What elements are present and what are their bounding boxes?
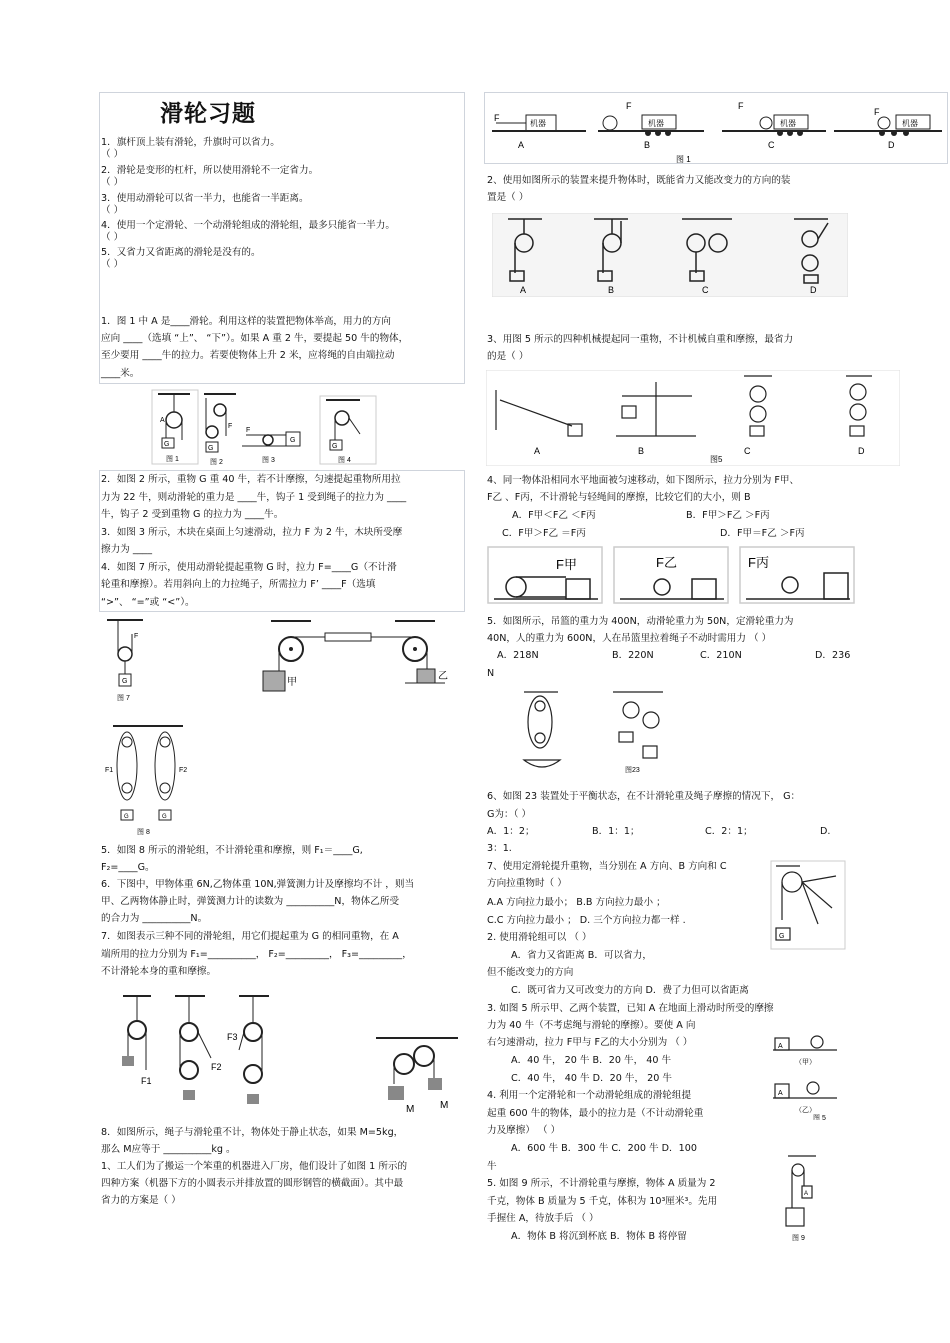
figures-1-to-4: [150, 388, 380, 468]
text-line: 千克，物体 B 质量为 5 千克，体积为 10³厘米³。先用: [487, 1196, 718, 1207]
fig3-g-label: G: [290, 437, 296, 444]
text-line: 的合力为 __________N。: [101, 913, 208, 924]
fig1-a-label: A: [160, 417, 165, 424]
fig8-m2-label: M: [440, 1100, 449, 1111]
fig8-g1-label: G: [124, 814, 129, 820]
figure-5-jia-yi: [765, 1020, 845, 1120]
text-line: 甲、乙两物体静止时，弹簧测力计的读数为 __________N，物体乙所受: [101, 896, 400, 907]
text-line: 4．如图 7 所示，使用动滑轮提起重物 G 时，拉力 F=____G（不计滑: [101, 562, 397, 573]
text-line: 方向拉重物时（ ）: [487, 878, 567, 889]
text-line: C.C 方向拉力最小 ； D. 三个方向拉力都一样 .: [487, 915, 686, 926]
sys3-f3-label: F3: [227, 1032, 238, 1042]
text-line: （ ）: [101, 149, 124, 160]
figure-9: [784, 1152, 820, 1244]
fig8-f1-label: F1: [105, 767, 114, 774]
text-line: （ ）: [101, 232, 124, 243]
text-line: 2、使用如图所示的装置来提升物体时，既能省力又能改变力的方向的装: [487, 175, 791, 186]
text-line: 牛，钩子 2 受到重物 G 的拉力为 ____牛。: [101, 509, 284, 520]
text-line: 右匀速滑动，拉力 F甲与 F乙的大小分别为 （ ）: [487, 1037, 693, 1048]
f-yi-label: F乙: [656, 555, 677, 570]
text-line: 4. 利用一个定滑轮和一个动滑轮组成的滑轮组提: [487, 1090, 692, 1101]
machine-a-letter: A: [518, 140, 525, 150]
text-line: 起重 600 牛的物体，最小的拉力是（不计动滑轮重: [487, 1108, 704, 1119]
fig5jy-yi-label: （乙）: [795, 1107, 816, 1114]
sys2-f2-label: F2: [211, 1062, 222, 1072]
text-line: 5．如图 8 所示的滑轮组，不计滑轮重和摩擦，则 F₁＝____G,: [101, 845, 363, 856]
text-line: 省力的方案是（ ）: [101, 1195, 181, 1206]
text-line: 的是（ ）: [487, 351, 529, 362]
text-line: 3．使用动滑轮可以省一半力，也能省一半距离。: [101, 193, 309, 204]
fig8-g2-label: G: [162, 814, 167, 820]
text-line: （ ）: [101, 177, 124, 188]
fig3-f-label: F: [246, 427, 251, 434]
text-line: 5．又省力又省距离的滑轮是没有的。: [101, 247, 261, 258]
text-line: A．F甲＜F乙 ＜F丙: [512, 510, 596, 521]
text-line: D．236: [815, 650, 851, 661]
text-line: C．40 牛， 40 牛 D．20 牛， 20 牛: [511, 1073, 673, 1084]
text-line: 3. 如图 5 所示甲、乙两个装置，已知 A 在地面上滑动时所受的摩擦: [487, 1003, 774, 1014]
figure-1-machines: [486, 93, 946, 165]
machine-b-letter: B: [644, 140, 651, 150]
text-line: A．600 牛 B．300 牛 C．200 牛 D．100: [511, 1143, 697, 1154]
dir-g-label: G: [779, 933, 785, 940]
text-line: 力为 22 牛，则动滑轮的重力是 ____牛，钩子 1 受到绳子的拉力为 ____: [101, 492, 407, 503]
text-line: 6．下图中，甲物体重 6N,乙物体重 10N,弹簧测力计及摩擦均不计 ，则当: [101, 879, 415, 890]
fig6-yi-label: 乙: [438, 671, 448, 682]
text-line: A．218N: [497, 650, 539, 661]
machine-c-label: 机器: [780, 119, 796, 128]
text-line: （ ）: [101, 259, 124, 270]
fig23-caption: 图23: [625, 767, 640, 774]
machine-b-f: F: [626, 101, 632, 111]
text-line: C．210N: [700, 650, 742, 661]
fig5-opt-d: D: [858, 446, 865, 456]
text-line: 8．如图所示，绳子与滑轮重不计，物体处于静止状态，如果 M=5kg，: [101, 1127, 404, 1138]
text-line: 置是（ ）: [487, 192, 529, 203]
text-line: 但不能改变力的方向: [487, 967, 574, 978]
text-line: ____米。: [101, 368, 140, 379]
text-line: D．F甲＝F乙 ＞F丙: [720, 528, 805, 539]
machine-a-label: 机器: [530, 119, 546, 128]
text-line: 四种方案（机器下方的小圆表示并排放置的圆形钢管的横截面）。其中最: [101, 1178, 404, 1189]
text-line: C．既可省力又可改变力的方向 D．费了力但可以省距离: [511, 985, 749, 996]
pulley-opt-b: B: [608, 285, 615, 295]
friction-pulley-figure: [486, 545, 858, 607]
text-line: F₂=____G。: [101, 862, 155, 873]
fig5jy-caption: 图 5: [813, 1115, 826, 1120]
text-line: 7、使用定滑轮提升重物，当分别在 A 方向、B 方向和 C: [487, 861, 727, 872]
machine-d-f: F: [874, 107, 880, 117]
spring-balance-figure: [255, 613, 465, 713]
text-line: 1．旗杆顶上装有滑轮，升旗时可以省力。: [101, 137, 280, 148]
fig3-caption: 图 3: [262, 457, 275, 464]
fig6-jia-label: 甲: [287, 677, 297, 688]
text-line: 3：1.: [487, 843, 512, 854]
fig4-g-label: G: [332, 443, 338, 450]
text-line: 擦力为 ____: [101, 544, 153, 555]
pulley-opt-c: C: [702, 285, 709, 295]
fixed-pulley-directions: [770, 860, 846, 950]
fig2-g-label: G: [208, 445, 214, 452]
text-line: 手握住 A，待放手后 （ ）: [487, 1213, 599, 1224]
text-line: D.: [820, 826, 831, 837]
fig1-g-label: G: [164, 441, 170, 448]
text-line: A．物体 B 将沉到杯底 B．物体 B 将停留: [511, 1231, 687, 1242]
text-line: G为：（ ）: [487, 809, 532, 820]
fig8-caption: 图 8: [137, 829, 150, 836]
text-line: B．220N: [612, 650, 654, 661]
text-line: A．省力又省距离 B．可以省力，: [511, 950, 652, 961]
figure-pulleys-abcd: [492, 213, 848, 297]
text-line: “>”、 “=”或 “<”）。: [101, 597, 195, 608]
fig7-g-label: G: [122, 678, 128, 685]
fig9-a-label: A: [804, 1191, 809, 1197]
machine-fig-caption: 图 1: [676, 155, 691, 164]
text-line: 5．如图所示，吊篮的重力为 400N，动滑轮重力为 50N，定滑轮重力为: [487, 616, 794, 627]
text-line: 4、同一物体沿相同水平地面被匀速移动，如下图所示，拉力分别为 F甲、: [487, 475, 800, 486]
text-line: 不计滑轮本身的重和摩擦。: [101, 966, 217, 977]
basket-figure: [518, 688, 566, 776]
fig4-caption: 图 4: [338, 457, 351, 464]
text-line: 轮重和摩擦）。若用斜向上的力拉绳子，所需拉力 F’ ____F（选填: [101, 579, 376, 590]
machine-d-label: 机器: [902, 119, 918, 128]
fig7-f-label: F: [134, 633, 139, 640]
text-line: 应向 ____（选填 “上”、 “下”）。如果 A 重 2 牛，要提起 50 牛的物体，: [101, 333, 409, 344]
mass-m-pulley-figure: [372, 1034, 462, 1114]
fig5-opt-a: A: [534, 446, 541, 456]
machine-c-letter: C: [768, 140, 775, 150]
figure-23: [609, 688, 667, 776]
fig5-opt-c: C: [744, 446, 751, 456]
sys1-f1-label: F1: [141, 1076, 152, 1086]
fig7-caption: 图 7: [117, 695, 130, 702]
machine-d-letter: D: [888, 140, 895, 150]
fig2-caption: 图 2: [210, 459, 223, 466]
text-line: 至少要用 ____牛的拉力。若要使物体上升 2 米，应将绳的自由端拉动: [101, 350, 395, 361]
three-pulley-systems: [115, 990, 275, 1112]
fig8-m1-label: M: [406, 1104, 415, 1114]
fig9-caption: 图 9: [792, 1235, 805, 1242]
text-line: 6、如图 23 装置处于平衡状态，在不计滑轮重及绳子摩擦的情况下， G：: [487, 791, 801, 802]
text-line: B．1：1；: [592, 826, 640, 837]
fig8-f2-label: F2: [179, 767, 188, 774]
text-line: F乙 、F丙，不计滑轮与轻绳间的摩擦，比较它们的大小，则 B: [487, 492, 751, 503]
text-line: A.A 方向拉力最小； B.B 方向拉力最小 ；: [487, 897, 666, 908]
text-line: 端所用的拉力分别为 F₁=__________， F₂=_________， F₃=_________，: [101, 949, 412, 960]
text-line: 4．使用一个定滑轮、一个动滑轮组成的滑轮组，最多只能省一半力。: [101, 220, 395, 231]
machine-c-f: F: [738, 101, 744, 111]
text-line: 牛: [487, 1161, 497, 1172]
text-line: 40N，人的重力为 600N，人在吊篮里拉着绳子不动时需用力 （ ）: [487, 633, 772, 644]
fig1-caption: 图 1: [166, 456, 179, 463]
text-line: 7．如图表示三种不同的滑轮组，用它们提起重为 G 的相同重物，在 A: [101, 931, 399, 942]
text-line: 力为 40 牛（不考虑绳与滑轮的摩擦）。要使 A 向: [487, 1020, 696, 1031]
text-line: 1、工人们为了搬运一个笨重的机器进入厂房，他们设计了如图 1 所示的: [101, 1161, 408, 1172]
fig5jy-jia-label: （甲）: [795, 1059, 816, 1066]
text-line: A．1：2；: [487, 826, 535, 837]
text-line: B．F甲＞F乙 ＞F丙: [686, 510, 770, 521]
fig5-opt-b: B: [638, 446, 645, 456]
machine-a-f: F: [494, 113, 500, 123]
text-line: A．40 牛， 20 牛 B．20 牛， 40 牛: [511, 1055, 672, 1066]
text-line: N: [487, 668, 495, 679]
figure-5-machines: [486, 370, 900, 466]
text-line: 3、用图 5 所示的四种机械提起同一重物，不计机械自重和摩擦，最省力: [487, 334, 794, 345]
pulley-opt-a: A: [520, 285, 527, 295]
text-line: 5. 如图 9 所示，不计滑轮重与摩擦，物体 A 质量为 2: [487, 1178, 716, 1189]
text-line: 2. 使用滑轮组可以 （ ）: [487, 932, 592, 943]
text-line: 2．滑轮是变形的杠杆，所以使用滑轮不一定省力。: [101, 165, 319, 176]
text-line: 那么 M应等于 __________kg 。: [101, 1144, 236, 1155]
fig5-caption: 图5: [710, 455, 723, 464]
fig5jy-a1-label: A: [778, 1043, 783, 1050]
machine-b-label: 机器: [648, 119, 664, 128]
text-line: 3．如图 3 所示，木块在桌面上匀速滑动，拉力 F 为 2 牛，木块所受摩: [101, 527, 403, 538]
fig2-f-label: F: [228, 423, 233, 430]
text-line: C．2：1；: [705, 826, 753, 837]
page-title: 滑轮习题: [160, 100, 256, 127]
figure-7: [103, 612, 153, 716]
f-jia-label: F甲: [556, 557, 577, 572]
pulley-opt-d: D: [810, 285, 817, 295]
text-line: C．F甲＞F乙 ＝F丙: [502, 528, 586, 539]
text-line: 2．如图 2 所示，重物 G 重 40 牛，若不计摩擦，匀速提起重物所用拉: [101, 474, 401, 485]
text-line: （ ）: [101, 205, 124, 216]
fig5jy-a2-label: A: [778, 1090, 783, 1097]
text-line: 1．图 1 中 A 是____滑轮。利用这样的装置把物体举高，用力的方向: [101, 316, 391, 327]
f-bing-label: F丙: [748, 555, 769, 570]
text-line: 力及摩擦） （ ）: [487, 1125, 561, 1136]
figure-8: [103, 720, 193, 838]
